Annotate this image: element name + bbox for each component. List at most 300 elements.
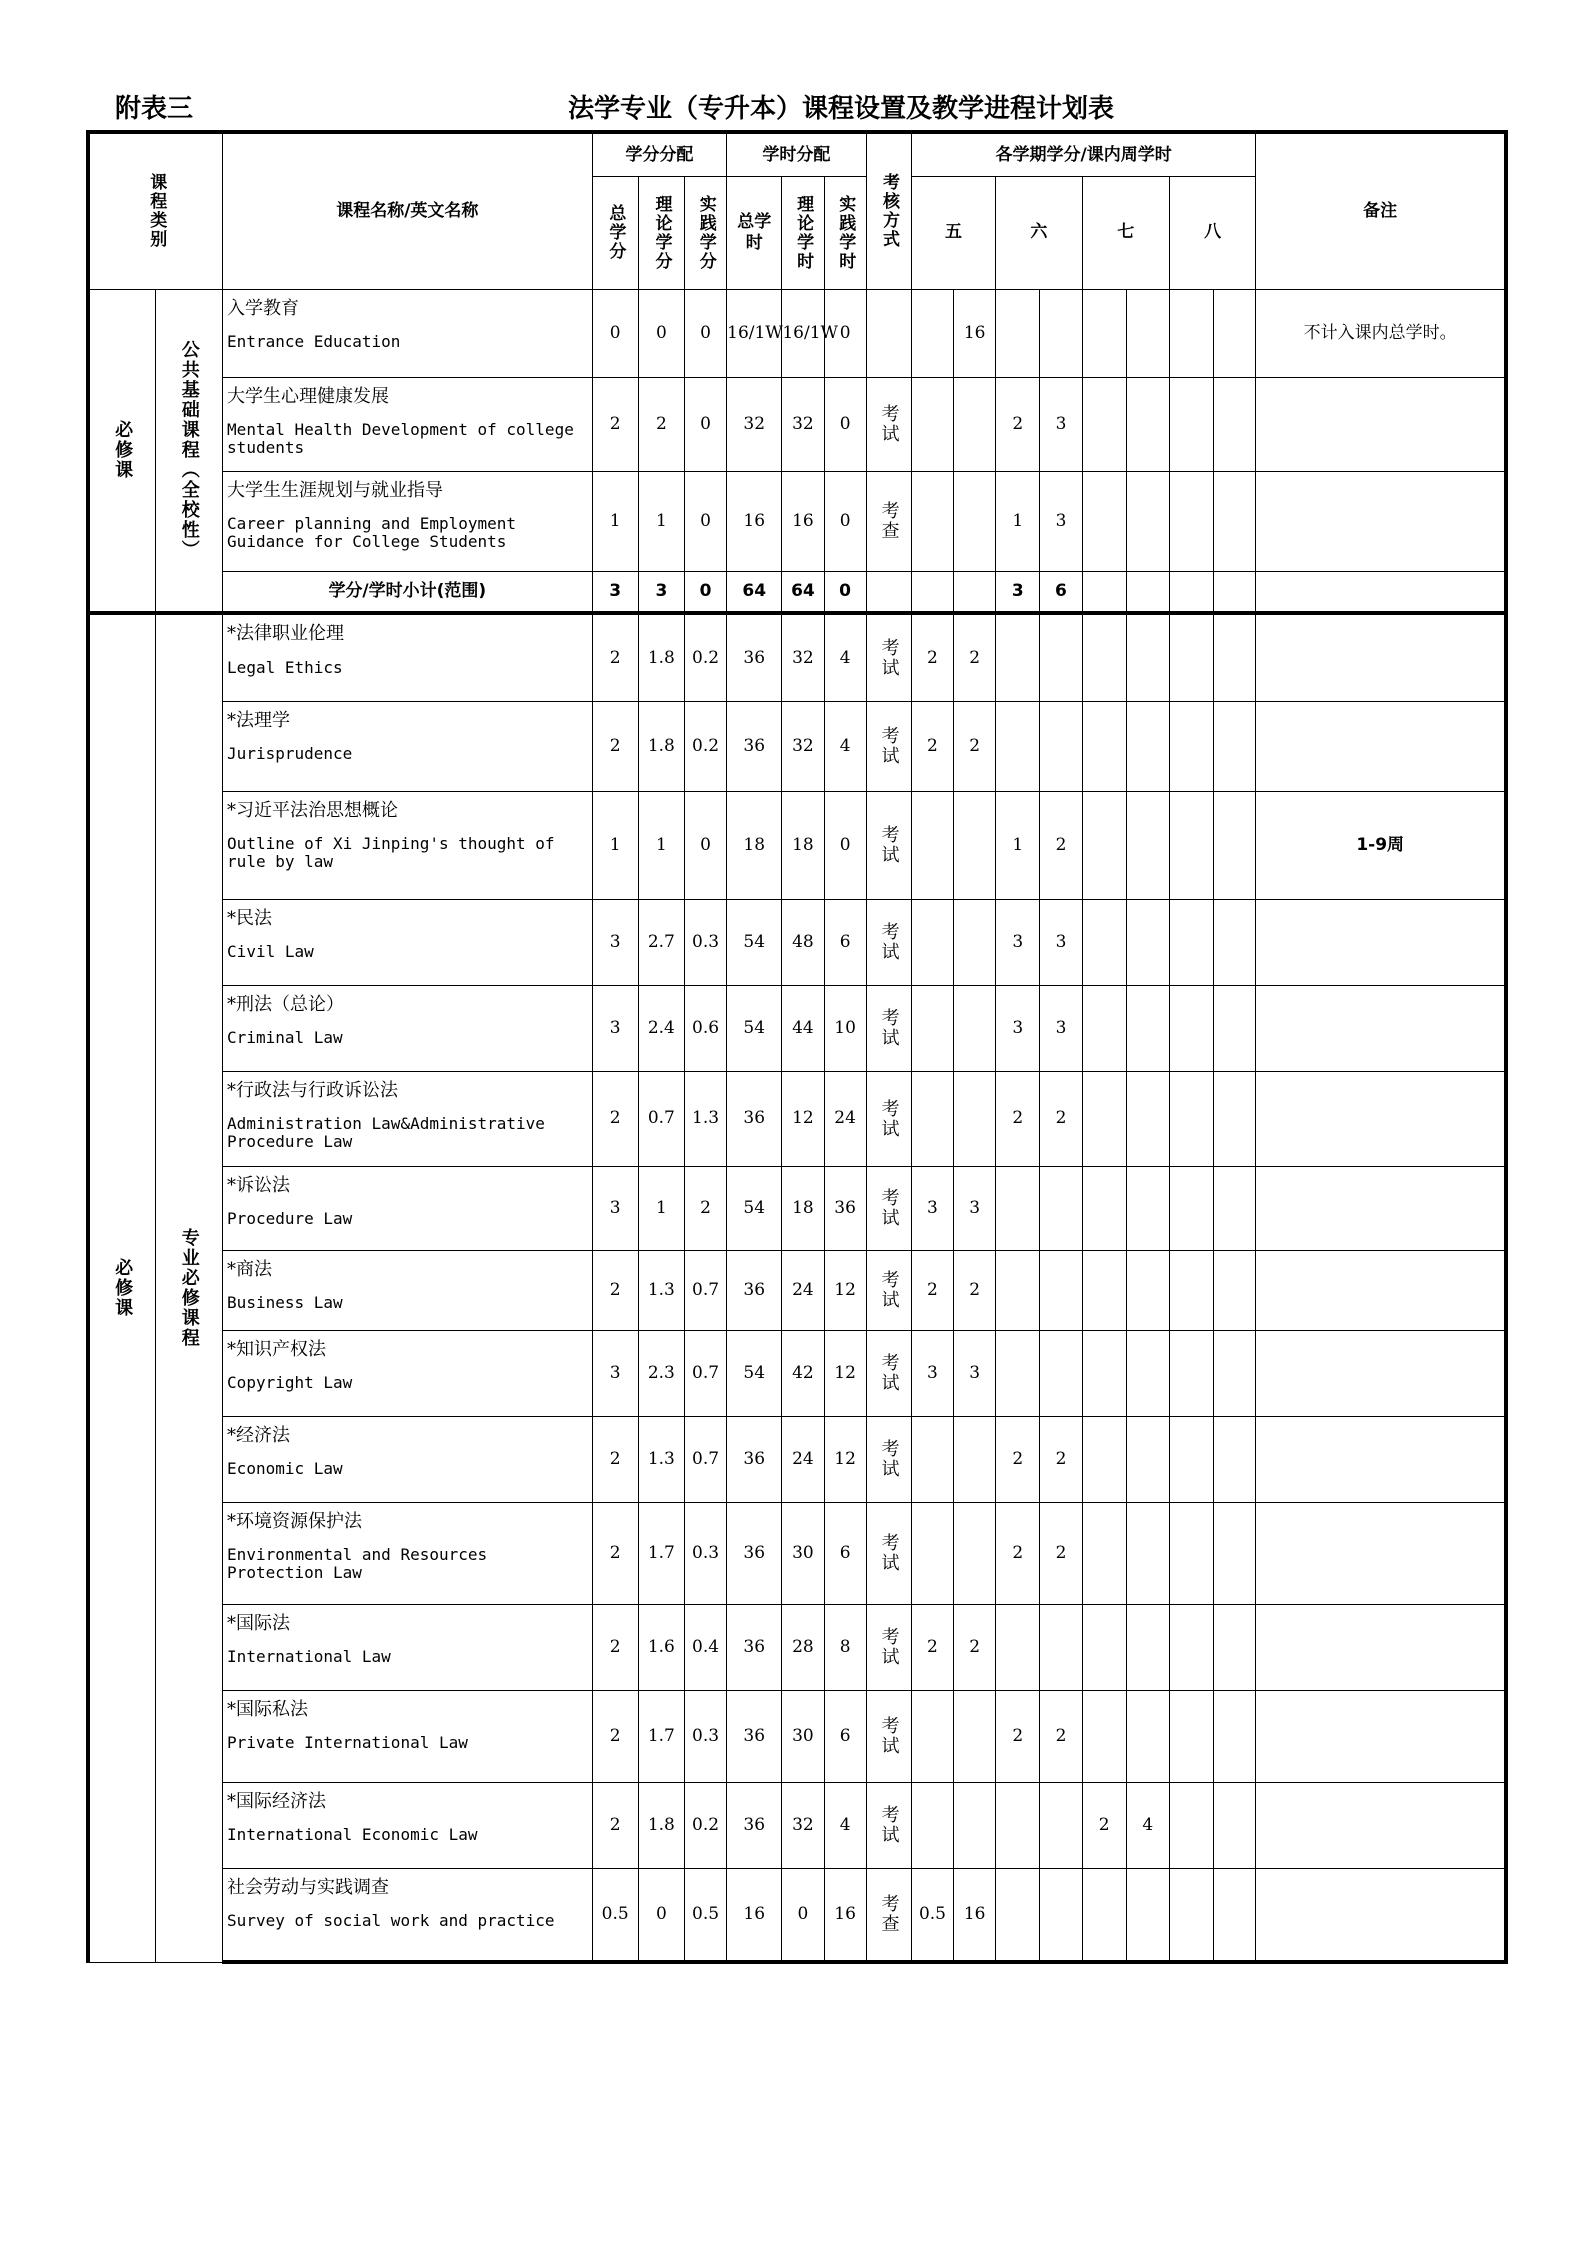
- semester-s8a: [1169, 613, 1213, 701]
- value-cth: 0: [638, 1868, 684, 1962]
- course-name-cell: [223, 1690, 593, 1782]
- value-cth: 1.7: [638, 1690, 684, 1782]
- remarks-cell: [1256, 899, 1506, 985]
- semester-s7b: [1126, 1250, 1169, 1330]
- header-assessment: 考核方式: [866, 132, 911, 289]
- semester-s6a: [996, 1250, 1040, 1330]
- course-name-en: Criminal Law: [227, 1028, 343, 1048]
- semester-s6b: 2: [1040, 1690, 1082, 1782]
- value-ct: 2: [592, 377, 638, 471]
- semester-s6b: 3: [1040, 471, 1082, 571]
- subcategory-label: 公共基础课程（全校性）: [178, 340, 200, 561]
- value-ht: 36: [727, 701, 782, 791]
- header-sem6: 六: [996, 176, 1082, 289]
- semester-s6b: 2: [1040, 791, 1082, 899]
- table-row: [88, 985, 1506, 1071]
- course-name-zh: *行政法与行政诉讼法: [227, 1079, 399, 1101]
- subtotal-remarks: [1256, 571, 1506, 613]
- value-ht: 54: [727, 1330, 782, 1416]
- table-row: [88, 899, 1506, 985]
- value-cp: 0: [684, 289, 726, 377]
- semester-s7a: 2: [1082, 1782, 1126, 1868]
- remarks-cell: [1256, 1604, 1506, 1690]
- value-hth: 32: [782, 701, 824, 791]
- value-cth: 2.7: [638, 899, 684, 985]
- value-hth: 0: [782, 1868, 824, 1962]
- semester-s5a: 0.5: [911, 1868, 953, 1962]
- semester-s5b: [954, 1416, 996, 1502]
- semester-s7a: [1082, 289, 1126, 377]
- value-hp: 24: [824, 1071, 866, 1166]
- header-sem8: 八: [1169, 176, 1255, 289]
- semester-s7b: [1126, 613, 1169, 701]
- course-name-en: Career planning and Employment Guidance for College Students: [227, 514, 517, 551]
- semester-s7b: [1126, 471, 1169, 571]
- value-hth: 24: [782, 1416, 824, 1502]
- assessment-value: 考查: [878, 1894, 900, 1935]
- assessment-value: 考试: [878, 637, 900, 678]
- semester-s8a: [1169, 1330, 1213, 1416]
- value-cp: 0: [684, 377, 726, 471]
- value-hp: 6: [824, 899, 866, 985]
- semester-s5b: [954, 1782, 996, 1868]
- semester-s7a: [1082, 471, 1126, 571]
- course-name-cell: [223, 1250, 593, 1330]
- semester-s7b: [1126, 899, 1169, 985]
- value-cth: 0: [638, 289, 684, 377]
- semester-s7b: [1126, 1416, 1169, 1502]
- value-ht: 36: [727, 613, 782, 701]
- value-ct: 2: [592, 1502, 638, 1604]
- course-name-zh: *国际私法: [227, 1698, 309, 1720]
- semester-s5b: 16: [954, 1868, 996, 1962]
- table-row: [88, 1690, 1506, 1782]
- remarks-cell: 不计入课内总学时。: [1256, 289, 1506, 377]
- course-name-cell: [223, 899, 593, 985]
- assessment-cell: [866, 701, 911, 791]
- semester-s6b: 3: [1040, 985, 1082, 1071]
- semester-s7a: [1082, 899, 1126, 985]
- semester-s8b: [1214, 1071, 1256, 1166]
- semester-s7b: [1126, 701, 1169, 791]
- semester-s8a: [1169, 1502, 1213, 1604]
- value-cp: 0.2: [684, 613, 726, 701]
- semester-s7b: [1126, 1502, 1169, 1604]
- semester-s5b: [954, 377, 996, 471]
- semester-s6b: 2: [1040, 1416, 1082, 1502]
- semester-s7a: [1082, 1250, 1126, 1330]
- semester-s8a: [1169, 1604, 1213, 1690]
- course-name-cell: [223, 377, 593, 471]
- assessment-cell: [866, 613, 911, 701]
- course-name-en: Copyright Law: [227, 1373, 353, 1393]
- semester-s6a: 2: [996, 1416, 1040, 1502]
- value-cp: 1.3: [684, 1071, 726, 1166]
- semester-s5b: 3: [954, 1330, 996, 1416]
- semester-s6a: [996, 613, 1040, 701]
- value-cth: 1.6: [638, 1604, 684, 1690]
- value-hp: 12: [824, 1330, 866, 1416]
- value-hp: 0: [824, 289, 866, 377]
- assessment-value: 考试: [878, 825, 900, 865]
- semester-s6b: [1040, 1782, 1082, 1868]
- value-hp: 6: [824, 1690, 866, 1782]
- value-hth: 32: [782, 377, 824, 471]
- semester-s6b: [1040, 1868, 1082, 1962]
- course-name-zh: *习近平法治思想概论: [227, 799, 399, 821]
- value-ct: 2: [592, 1071, 638, 1166]
- subtotal-hth: 64: [782, 571, 824, 613]
- table-row: [88, 1166, 1506, 1250]
- remarks-cell: [1256, 1330, 1506, 1416]
- semester-s8b: [1214, 613, 1256, 701]
- assessment-value: 考查: [878, 501, 900, 541]
- value-ht: 36: [727, 1604, 782, 1690]
- assessment-value: 考试: [878, 1098, 900, 1139]
- value-ht: 18: [727, 791, 782, 899]
- value-cp: 0.4: [684, 1604, 726, 1690]
- semester-s7a: [1082, 1604, 1126, 1690]
- semester-s8a: [1169, 1690, 1213, 1782]
- value-hp: 4: [824, 1782, 866, 1868]
- course-name-zh: 大学生心理健康发展: [227, 385, 390, 407]
- semester-s8a: [1169, 377, 1213, 471]
- semester-s6b: [1040, 289, 1082, 377]
- course-name-zh: 社会劳动与实践调查: [227, 1876, 390, 1898]
- semester-s6a: 2: [996, 1502, 1040, 1604]
- semester-s8b: [1214, 1604, 1256, 1690]
- subtotal-hp: 0: [824, 571, 866, 613]
- course-name-cell: [223, 471, 593, 571]
- course-name-zh: *民法: [227, 907, 273, 929]
- value-ct: 2: [592, 613, 638, 701]
- value-cp: 0.7: [684, 1416, 726, 1502]
- course-name-zh: 大学生生涯规划与就业指导: [227, 479, 444, 501]
- subtotal-s8b: [1214, 571, 1256, 613]
- semester-s8b: [1214, 289, 1256, 377]
- subtotal-s6a: 3: [996, 571, 1040, 613]
- remarks-cell: [1256, 985, 1506, 1071]
- assessment-value: 考试: [878, 922, 900, 962]
- subtotal-s7b: [1126, 571, 1169, 613]
- semester-s8a: [1169, 985, 1213, 1071]
- value-cp: 0.7: [684, 1330, 726, 1416]
- value-ht: 36: [727, 1690, 782, 1782]
- value-hth: 18: [782, 1166, 824, 1250]
- category-cell: [88, 613, 155, 1962]
- header-hours-total: 总学时: [727, 176, 782, 289]
- assessment-value: 考试: [878, 726, 900, 766]
- semester-s7a: [1082, 791, 1126, 899]
- semester-s5a: [911, 377, 953, 471]
- semester-s7a: [1082, 1868, 1126, 1962]
- course-name-cell: [223, 289, 593, 377]
- category-cell: [88, 289, 155, 613]
- value-hth: 44: [782, 985, 824, 1071]
- semester-s7a: [1082, 1071, 1126, 1166]
- course-name-zh: *诉讼法: [227, 1174, 291, 1196]
- subtotal-s5b: [954, 571, 996, 613]
- semester-s8a: [1169, 791, 1213, 899]
- semester-s7b: [1126, 791, 1169, 899]
- semester-s6a: [996, 701, 1040, 791]
- value-ct: 2: [592, 1782, 638, 1868]
- course-name-cell: [223, 613, 593, 701]
- course-name-zh: *商法: [227, 1258, 273, 1280]
- value-cp: 0: [684, 791, 726, 899]
- value-hp: 12: [824, 1250, 866, 1330]
- course-name-zh: *刑法（总论）: [227, 993, 345, 1015]
- header-hours-group: 学时分配: [727, 132, 867, 176]
- value-hp: 0: [824, 377, 866, 471]
- semester-s5a: [911, 985, 953, 1071]
- course-name-cell: [223, 1071, 593, 1166]
- table-row: [88, 1330, 1506, 1416]
- semester-s5b: 2: [954, 1604, 996, 1690]
- semester-s6b: 3: [1040, 899, 1082, 985]
- semester-s8b: [1214, 985, 1256, 1071]
- semester-s8a: [1169, 899, 1213, 985]
- value-ht: 36: [727, 1782, 782, 1868]
- semester-s5a: [911, 899, 953, 985]
- assessment-cell: [866, 377, 911, 471]
- semester-s8b: [1214, 471, 1256, 571]
- header-row-1: [88, 132, 1506, 176]
- semester-s7a: [1082, 701, 1126, 791]
- table-row: [88, 1416, 1506, 1502]
- value-hp: 16: [824, 1868, 866, 1962]
- semester-s6a: [996, 1782, 1040, 1868]
- semester-s6a: 3: [996, 899, 1040, 985]
- semester-s5b: 3: [954, 1166, 996, 1250]
- course-name-zh: *法理学: [227, 709, 291, 731]
- semester-s5b: 16: [954, 289, 996, 377]
- header-credit-group: 学分分配: [592, 132, 727, 176]
- header-hours-practice: 实践学时: [824, 176, 866, 289]
- header-hours-theory: 理论学时: [782, 176, 824, 289]
- semester-s8b: [1214, 1416, 1256, 1502]
- semester-s5b: [954, 899, 996, 985]
- table-row: [88, 613, 1506, 701]
- course-name-en: Legal Ethics: [227, 657, 343, 677]
- semester-s7a: [1082, 613, 1126, 701]
- table-row: [88, 1502, 1506, 1604]
- course-name-en: Private International Law: [227, 1733, 468, 1753]
- semester-s5a: [911, 1690, 953, 1782]
- semester-s5b: [954, 1502, 996, 1604]
- remarks-cell: [1256, 1166, 1506, 1250]
- semester-s7b: [1126, 1166, 1169, 1250]
- remarks-cell: [1256, 1250, 1506, 1330]
- table-row: [88, 1250, 1506, 1330]
- value-ct: 2: [592, 1416, 638, 1502]
- course-name-en: Business Law: [227, 1293, 343, 1313]
- semester-s5a: [911, 1502, 953, 1604]
- subtotal-assessment: [866, 571, 911, 613]
- value-cp: 0.2: [684, 1782, 726, 1868]
- header-credit-practice: 实践学分: [684, 176, 726, 289]
- course-name-zh: *经济法: [227, 1424, 291, 1446]
- value-cth: 1.3: [638, 1250, 684, 1330]
- semester-s5a: [911, 1782, 953, 1868]
- course-name-zh: *知识产权法: [227, 1338, 327, 1360]
- value-ct: 2: [592, 701, 638, 791]
- semester-s5b: [954, 471, 996, 571]
- subtotal-s5a: [911, 571, 953, 613]
- value-ct: 3: [592, 985, 638, 1071]
- semester-s6b: [1040, 613, 1082, 701]
- semester-s8b: [1214, 1868, 1256, 1962]
- assessment-cell: [866, 1690, 911, 1782]
- assessment-value: 考试: [878, 1533, 900, 1573]
- value-cth: 2.4: [638, 985, 684, 1071]
- remarks-cell: [1256, 471, 1506, 571]
- course-name-en: Jurisprudence: [227, 744, 353, 764]
- semester-s7b: [1126, 1690, 1169, 1782]
- value-hth: 32: [782, 1782, 824, 1868]
- assessment-value: 考试: [878, 1805, 900, 1845]
- semester-s6a: 2: [996, 377, 1040, 471]
- course-name-en: Entrance Education: [227, 332, 401, 352]
- remarks-cell: 1-9周: [1256, 791, 1506, 899]
- semester-s8a: [1169, 1071, 1213, 1166]
- value-hp: 8: [824, 1604, 866, 1690]
- assessment-cell: [866, 1868, 911, 1962]
- value-cth: 0.7: [638, 1071, 684, 1166]
- category-label: 必修课: [112, 420, 134, 481]
- value-ht: 54: [727, 1166, 782, 1250]
- table-row: [88, 1071, 1506, 1166]
- semester-s7a: [1082, 985, 1126, 1071]
- value-hp: 10: [824, 985, 866, 1071]
- value-ht: 32: [727, 377, 782, 471]
- header-course-name: 课程名称/英文名称: [223, 132, 593, 289]
- course-name-cell: [223, 1416, 593, 1502]
- remarks-cell: [1256, 377, 1506, 471]
- semester-s8a: [1169, 1250, 1213, 1330]
- value-cth: 1.7: [638, 1502, 684, 1604]
- semester-s6a: 3: [996, 985, 1040, 1071]
- value-hth: 42: [782, 1330, 824, 1416]
- semester-s8a: [1169, 1416, 1213, 1502]
- semester-s8b: [1214, 1330, 1256, 1416]
- semester-s5a: 2: [911, 613, 953, 701]
- semester-s5a: 3: [911, 1166, 953, 1250]
- remarks-cell: [1256, 701, 1506, 791]
- value-cp: 0: [684, 471, 726, 571]
- semester-s5b: 2: [954, 1250, 996, 1330]
- value-cp: 0.3: [684, 899, 726, 985]
- assessment-cell: [866, 1502, 911, 1604]
- value-ct: 3: [592, 899, 638, 985]
- assessment-value: 考试: [878, 1008, 900, 1048]
- semester-s6a: [996, 1868, 1040, 1962]
- course-name-cell: [223, 1166, 593, 1250]
- table-row: [88, 1868, 1506, 1962]
- semester-s5a: [911, 1416, 953, 1502]
- semester-s5b: [954, 985, 996, 1071]
- assessment-cell: [866, 1250, 911, 1330]
- value-ht: 36: [727, 1416, 782, 1502]
- category-label: 必修课: [112, 1258, 134, 1319]
- remarks-cell: [1256, 1868, 1506, 1962]
- value-hth: 30: [782, 1690, 824, 1782]
- semester-s5a: 3: [911, 1330, 953, 1416]
- semester-s6a: 1: [996, 471, 1040, 571]
- page-title: 法学专业（专升本）课程设置及教学进程计划表: [568, 94, 1115, 124]
- semester-s7b: [1126, 289, 1169, 377]
- assessment-cell: [866, 471, 911, 571]
- value-cp: 0.5: [684, 1868, 726, 1962]
- semester-s5b: 2: [954, 701, 996, 791]
- semester-s7a: [1082, 1690, 1126, 1782]
- semester-s6a: 2: [996, 1071, 1040, 1166]
- semester-s7b: [1126, 1868, 1169, 1962]
- semester-s6b: [1040, 1330, 1082, 1416]
- value-hp: 6: [824, 1502, 866, 1604]
- course-name-en: Civil Law: [227, 942, 314, 962]
- semester-s7b: [1126, 1604, 1169, 1690]
- assessment-cell: [866, 985, 911, 1071]
- subcategory-cell: [155, 613, 222, 1962]
- value-cth: 1.3: [638, 1416, 684, 1502]
- value-cp: 0.3: [684, 1690, 726, 1782]
- value-ht: 36: [727, 1071, 782, 1166]
- value-hp: 0: [824, 791, 866, 899]
- course-name-zh: *法律职业伦理: [227, 623, 345, 644]
- table-row: [88, 377, 1506, 471]
- value-ct: 2: [592, 1250, 638, 1330]
- value-hth: 30: [782, 1502, 824, 1604]
- semester-s6b: 2: [1040, 1071, 1082, 1166]
- semester-s7b: 4: [1126, 1782, 1169, 1868]
- semester-s8b: [1214, 1502, 1256, 1604]
- value-cth: 1: [638, 1166, 684, 1250]
- course-name-cell: [223, 1604, 593, 1690]
- remarks-cell: [1256, 1071, 1506, 1166]
- semester-s7b: [1126, 1330, 1169, 1416]
- remarks-cell: [1256, 1502, 1506, 1604]
- semester-s8a: [1169, 1166, 1213, 1250]
- course-name-cell: [223, 791, 593, 899]
- subtotal-s7a: [1082, 571, 1126, 613]
- semester-s7a: [1082, 1416, 1126, 1502]
- value-hth: 12: [782, 1071, 824, 1166]
- header-credit-total: 总学分: [592, 176, 638, 289]
- assessment-value: 考试: [878, 1627, 900, 1667]
- semester-s8b: [1214, 899, 1256, 985]
- value-cth: 2.3: [638, 1330, 684, 1416]
- course-name-en: Environmental and Resources Protection Law: [227, 1545, 488, 1582]
- value-hp: 0: [824, 471, 866, 571]
- value-ht: 16/1W: [727, 289, 782, 377]
- semester-s8b: [1214, 701, 1256, 791]
- course-name-en: Survey of social work and practice: [227, 1911, 555, 1931]
- course-name-zh: 入学教育: [227, 297, 300, 319]
- value-hth: 32: [782, 613, 824, 701]
- semester-s6b: [1040, 1604, 1082, 1690]
- semester-s7b: [1126, 377, 1169, 471]
- semester-s7b: [1126, 985, 1169, 1071]
- course-name-cell: [223, 1782, 593, 1868]
- value-hth: 48: [782, 899, 824, 985]
- semester-s7a: [1082, 1166, 1126, 1250]
- assessment-cell: [866, 1604, 911, 1690]
- semester-s8b: [1214, 1690, 1256, 1782]
- value-cth: 1: [638, 791, 684, 899]
- semester-s6a: [996, 1330, 1040, 1416]
- assessment-value: 考试: [878, 404, 900, 444]
